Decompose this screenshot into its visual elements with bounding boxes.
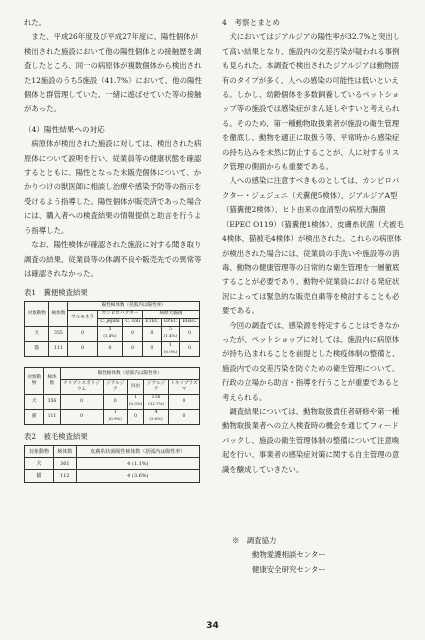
credits-label: ※ 調査協力 bbox=[232, 536, 277, 545]
header-dermatophyte: 皮膚糸状菌陽性検体数（括弧内は陽性率） bbox=[76, 446, 199, 458]
cell-giardia bbox=[144, 409, 169, 424]
cell-value: 5 bbox=[169, 327, 172, 333]
cell-etec: 0 bbox=[143, 326, 162, 341]
header-salmonella: サルモネラ bbox=[68, 310, 97, 326]
table-row bbox=[25, 409, 200, 424]
table-fecal-parasites bbox=[24, 367, 200, 425]
cell-count: 356 bbox=[44, 394, 60, 409]
paragraph-response: 病原体が検出された施設に対しては、検出された病原体について説明を行い、従業員等の健康状態を確認するとともに、陽性となった未販売個体について、かかりつけの獣医師に相談し治療や感染予防等の指示を受けるよう指導した。陽性個体が販売済であった場合には、購入者への検査結果の情報提供と助言を行うよう指導した。 bbox=[24, 139, 202, 235]
cell-value: 1 bbox=[169, 342, 172, 348]
cell-count: 111 bbox=[44, 409, 60, 424]
table-row bbox=[25, 326, 200, 341]
cell-animal: 犬 bbox=[25, 458, 54, 470]
header-giardia: ジアルジア bbox=[144, 380, 169, 394]
cell-rate: (1.4%) bbox=[103, 333, 117, 339]
paragraph-giardia: 犬においてはジアルジアの陽性率が32.7%と突出して高い結果となり、施設内の交差汚染が疑われる事例も見られた。本調査で検出されたジアルジアは動物固有のタイプが多く、人への感染の可能性は低いといえる。しかし、幼齢個体を多数飼養しているペットショップ等の施設では感染症がまん延しやすいと考えられる。そのため、第一種動物取扱業者が施設の衛生管理を徹底し、動物を適正に取扱う等、平常時から感染症の持ち込みを未然に防止することが、人に対するリスク管理の側面からも重要である。 bbox=[222, 32, 401, 172]
header-pathogenic-ecoli: 病原大腸菌 bbox=[143, 310, 200, 318]
cell-epec bbox=[161, 342, 180, 357]
credits bbox=[232, 534, 326, 577]
cell-salmonella: 0 bbox=[68, 326, 97, 341]
cell-coli: 0 bbox=[123, 326, 143, 341]
table-hair-results bbox=[24, 445, 200, 483]
header-note: 陽性検体数（括弧内は陽性率） bbox=[68, 302, 200, 310]
cell-count: 112 bbox=[53, 470, 76, 482]
table-row bbox=[25, 394, 200, 409]
header-animal: 対象動物 bbox=[25, 302, 49, 327]
left-column bbox=[24, 16, 202, 483]
credits-org: 健康安全研究センター bbox=[252, 564, 326, 574]
cell-value: 116 bbox=[151, 395, 161, 401]
cell-crypto: 0 bbox=[60, 409, 103, 424]
cell-salmonella: 0 bbox=[68, 342, 97, 357]
cell-value: 4 bbox=[154, 410, 158, 416]
cell-giardia-a: 0 bbox=[103, 394, 127, 409]
paragraph-feedback: 調査結果については、動物取扱責任者研修や第一種動物取扱業者への立入検査時の機会を通じてフィードバックし、施設の衛生管理体制の整備について注意喚起を行い、事業者の感染症対策に関する自主管理の意識を醸成していきたい。 bbox=[222, 406, 400, 474]
credits-org: 動物愛護相談センター bbox=[252, 550, 326, 560]
header-ehec: EHEC bbox=[180, 318, 200, 326]
cell-crypto: 0 bbox=[60, 394, 103, 409]
cell-toxoplasma: 0 bbox=[168, 409, 199, 424]
cell-animal: 猫 bbox=[25, 409, 44, 424]
header-toxoplasma: トキソプラズマ bbox=[168, 380, 199, 394]
cell-count: 111 bbox=[49, 342, 68, 357]
header-giardia-a: ジアルジア bbox=[103, 380, 127, 394]
paragraph-contact-history: また、平成26年度及び平成27年度に、陽性個体が検出された施設において他の陽性個体との接触歴を調査したところ、同一の病原体が複数個体から検出された12施設のうち5施設（41.7%）において、他の陽性個体と群管理していた、一緒に遊ばせていた等の接触があった。 bbox=[24, 32, 202, 114]
cell-rate: (32.7%) bbox=[148, 401, 164, 407]
header-c-coli: C. coli bbox=[123, 318, 143, 326]
cell-count: 355 bbox=[49, 326, 68, 341]
cell-animal: 犬 bbox=[25, 326, 49, 341]
table-row bbox=[25, 470, 200, 482]
header-roundworm: 回虫 bbox=[127, 380, 143, 394]
paragraph-pathogens: 人への感染に注意すべきものとしては、カンピロバクター・ジェジュニ（犬糞便5検体）、ジアルジアA型（猫糞便2検体）、ヒト由来の血清型の病原大腸菌（EPEC O119）（猫糞便1検体）、皮膚糸状菌（犬被毛4検体、猫被毛4検体）が検出された。これらの病原体が検出された場合には、従業員の手洗いや施設等の消毒、動物の健康管理等の日常的な衛生管理を一層徹底することが必要であり、動物や従業員における発症状況によっては緊急的な販売自粛等を検討することも必要である。 bbox=[222, 176, 404, 316]
header-c-jejuni: C. jejuni bbox=[97, 318, 122, 326]
header-count: 検体数 bbox=[53, 446, 76, 458]
cell-count: 361 bbox=[53, 458, 76, 470]
header-cryptosporidium: クリプトスポリジウム bbox=[60, 380, 103, 394]
section-heading-discussion: 4 考察とまとめ bbox=[222, 18, 280, 27]
cell-toxoplasma: 0 bbox=[168, 394, 199, 409]
cell-animal: 犬 bbox=[25, 394, 44, 409]
cell-rate: (0.9%) bbox=[163, 348, 178, 354]
cell-jejuni bbox=[97, 326, 122, 341]
header-count: 検体数 bbox=[49, 302, 68, 327]
cell-rate: (1.4%) bbox=[163, 333, 178, 339]
table-fecal-bacteria bbox=[24, 301, 200, 357]
table-row bbox=[25, 342, 200, 357]
cell-ehec: 0 bbox=[180, 342, 200, 357]
cell-jejuni: 0 bbox=[97, 342, 122, 357]
cell-animal: 猫 bbox=[25, 470, 54, 482]
cell-ehec: 0 bbox=[180, 326, 200, 341]
cell-result: 4 (3.6%) bbox=[76, 470, 199, 482]
cell-giardia bbox=[144, 394, 169, 409]
table-row bbox=[25, 458, 200, 470]
header-etec: ETEC bbox=[143, 318, 162, 326]
cell-etec: 0 bbox=[143, 342, 162, 357]
cell-roundworm: 0 bbox=[127, 409, 143, 424]
header-count: 検体数 bbox=[44, 368, 60, 394]
cell-animal: 猫 bbox=[25, 342, 49, 357]
header-epec: EPEC bbox=[161, 318, 180, 326]
cell-value: 5 bbox=[108, 327, 112, 333]
cell-giardia-a bbox=[103, 409, 127, 424]
cell-epec bbox=[161, 326, 180, 341]
cell-result: 4 (1.1%) bbox=[76, 458, 199, 470]
header-campylobacter: カンピロバクター bbox=[97, 310, 142, 318]
cell-rate: (0.3%) bbox=[128, 401, 143, 407]
cell-coli: 0 bbox=[123, 342, 143, 357]
cell-rate: (0.9%) bbox=[108, 416, 122, 422]
right-column bbox=[222, 16, 405, 477]
cell-roundworm bbox=[127, 394, 143, 409]
section-heading-response: （4）陽性結果への対応 bbox=[24, 124, 105, 134]
cell-value: 1 bbox=[134, 395, 137, 401]
page-number: 34 bbox=[206, 621, 219, 631]
header-note: 陽性検体数（括弧内は陽性率） bbox=[60, 368, 199, 380]
cell-value: 1 bbox=[113, 410, 117, 416]
table1-caption: 表1 糞便検査結果 bbox=[24, 288, 88, 298]
paragraph-continuation: れた。 bbox=[24, 18, 47, 27]
header-animal: 対象動物 bbox=[25, 368, 44, 394]
cell-rate: (3.6%) bbox=[149, 416, 163, 422]
table2-caption: 表2 被毛検査結果 bbox=[24, 432, 88, 441]
header-animal: 対象動物 bbox=[25, 446, 54, 458]
paragraph-interview: なお、陽性検体が確認された施設に対する聞き取り調査の結果、従業員等の体調不良や販売先での異常等は確認されなかった。 bbox=[24, 240, 202, 278]
paragraph-source: 今回の調査では、感染源を特定することはできなかったが、ペットショップに対しては、施設内に病原体が持ち込まれることを前提とした検疫体制の整備と、施設内での交差汚染を防ぐための衛生管理について、行政の立場から助言・指導を行うことが重要であると考えられる。 bbox=[222, 320, 400, 402]
